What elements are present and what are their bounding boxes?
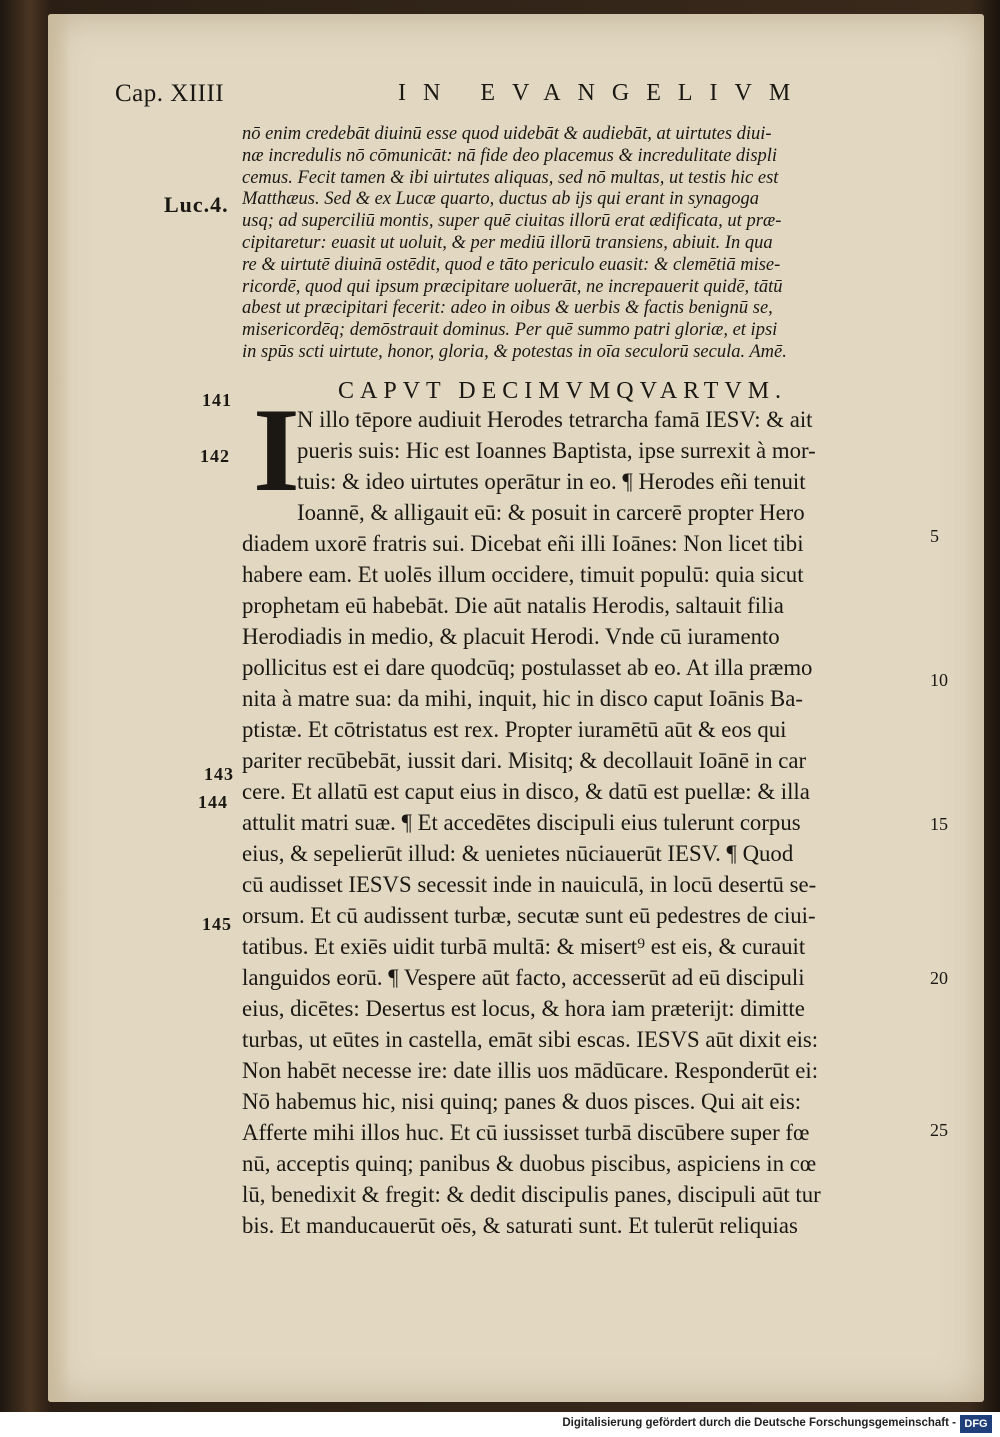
scripture-line: languidos eorū. ¶ Vespere aūt facto, accesserūt ad eū discipuli: [242, 965, 805, 990]
commentary-line: Matthæus. Sed & ex Lucæ quarto, ductus ab ijs qui erant in synagoga: [242, 189, 759, 210]
commentary-line: re & uirtutē diuinā ostēdit, quod e tāto periculo euasit: & clemētiā mise-: [242, 254, 781, 275]
commentary-line: abest ut præcipitari fecerit: adeo in oibus & uerbis & factis benignū se,: [242, 298, 773, 319]
scripture-line: prophetam eū habebāt. Die aūt natalis Herodis, saltauit filia: [242, 593, 784, 618]
scripture-line: habere eam. Et uolēs illum occidere, timuit populū: quia sicut: [242, 562, 804, 587]
margin-section-number: 142: [200, 446, 230, 466]
scripture-line: turbas, ut eūtes in castella, emāt sibi escas. IESVS aūt dixit eis:: [242, 1027, 819, 1052]
scripture-line: Non habēt necesse ire: date illis uos mādūcare. Responderūt ei:: [242, 1058, 819, 1083]
line-number: 25: [930, 1120, 948, 1140]
commentary-line: nō enim credebāt diuinū esse quod uidebāt & audiebāt, at uirtutes diui-: [242, 124, 772, 144]
commentary-line: usq; ad superciliū montis, super quē ciuitas illorū erat ædificata, ut præ-: [242, 211, 782, 232]
scripture-line: Ioannē, & alligauit eū: & posuit in carcerē propter Hero: [297, 500, 805, 525]
scripture-line: eius, dicētes: Desertus est locus, & hora iam præterijt: dimitte: [242, 996, 805, 1021]
commentary-line: næ incredulis nō cōmunicāt: nā fide deo placemus & incredulitate displi: [242, 145, 778, 166]
chapter-heading: CAPVT DECIMVMQVARTVM.: [338, 378, 788, 404]
scripture-line: eius, & sepelierūt illud: & uenietes nūciauerūt IESV. ¶ Quod: [242, 841, 794, 866]
margin-section-number: 141: [202, 390, 232, 410]
margin-section-number: 145: [202, 914, 232, 934]
dfg-logo: DFG: [960, 1415, 992, 1433]
footer-credit: Digitalisierung gefördert durch die Deutsche Forschungsgemeinschaft -: [562, 1417, 956, 1429]
line-number: 20: [930, 968, 948, 988]
commentary-line: ricordē, quod qui ipsum præcipitare uoluerāt, ne increpauerit quidē, tātū: [242, 276, 783, 297]
commentary-block: [242, 124, 974, 364]
footer-bar: [0, 1412, 1000, 1437]
commentary-line: misericordēq; demōstrauit dominus. Per quē summo patri gloriæ, et ipsi: [242, 320, 778, 341]
scripture-line: Afferte mihi illos huc. Et cū iussisset turbā discūbere super fœ: [242, 1120, 810, 1145]
margin-section-number: 144: [198, 792, 228, 812]
scripture-line: pollicitus est ei dare quodcūq; postulasset ab eo. At illa præmo: [242, 655, 813, 680]
scripture-line: attulit matri suæ. ¶ Et accedētes discipuli eius tulerunt corpus: [242, 810, 801, 835]
scripture-line: cere. Et allatū est caput eius in disco, & datū est puellæ: & illa: [242, 779, 810, 804]
commentary-line: in spūs scti uirtute, honor, gloria, & potestas in oīa seculorū secula. Amē.: [242, 341, 787, 362]
line-number: 5: [930, 526, 939, 546]
commentary-line: cipitaretur: euasit ut uoluit, & per mediū illorū transiens, abiuit. In qua: [242, 232, 773, 253]
scripture-block: [242, 404, 982, 1241]
drop-cap: I: [253, 383, 300, 516]
scripture-line: nita à matre sua: da mihi, inquit, hic in disco caput Ioānis Ba-: [242, 686, 803, 711]
line-number: 10: [930, 670, 948, 690]
margin-reference: Luc.4.: [164, 192, 229, 217]
scripture-line: diadem uxorē fratris sui. Dicebat eñi illi Ioānes: Non licet tibi: [242, 531, 804, 556]
line-number: 15: [930, 814, 948, 834]
scripture-line: ptistæ. Et cōtristatus est rex. Propter iuramētū aūt & eos qui: [242, 717, 787, 742]
scripture-line: cū audisset IESVS secessit inde in nauiculā, in locū desertū se-: [242, 872, 817, 897]
commentary-line: cemus. Fecit tamen & ibi uirtutes aliquas, sed nō multas, ut testis hic est: [242, 167, 779, 188]
scripture-line: N illo tēpore audiuit Herodes tetrarcha famā IESV: & ait: [297, 407, 813, 432]
scripture-line: lū, benedixit & fregit: & dedit discipulis panes, discipuli aūt tur: [242, 1182, 821, 1207]
chapter-label: Cap. XIIII: [115, 80, 225, 107]
margin-section-number: 143: [204, 764, 234, 784]
scripture-line: Herodiadis in medio, & placuit Herodi. Vnde cū iuramento: [242, 624, 780, 649]
scripture-line: tatibus. Et exiēs uidit turbā multā: & misert⁹ est eis, & curauit: [242, 934, 806, 959]
running-title: IN EVANGELIVM: [398, 80, 808, 106]
scripture-line: pariter recūbebāt, iussit dari. Misitq; & decollauit Ioānē in car: [242, 748, 807, 773]
book-page: [48, 14, 984, 1402]
scripture-line: tuis: & ideo uirtutes operātur in eo. ¶ Herodes eñi tenuit: [297, 469, 806, 494]
scripture-line: orsum. Et cū audissent turbæ, secutæ sunt eū pedestres de ciui-: [242, 903, 816, 928]
scripture-line: Nō habemus hic, nisi quinq; panes & duos pisces. Qui ait eis:: [242, 1089, 802, 1114]
scripture-line: pueris suis: Hic est Ioannes Baptista, ipse surrexit à mor-: [297, 438, 816, 463]
scripture-line: bis. Et manducauerūt oēs, & saturati sunt. Et tulerūt reliquias: [242, 1213, 798, 1238]
scripture-line: nū, acceptis quinq; panibus & duobus piscibus, aspiciens in cœ: [242, 1151, 817, 1176]
